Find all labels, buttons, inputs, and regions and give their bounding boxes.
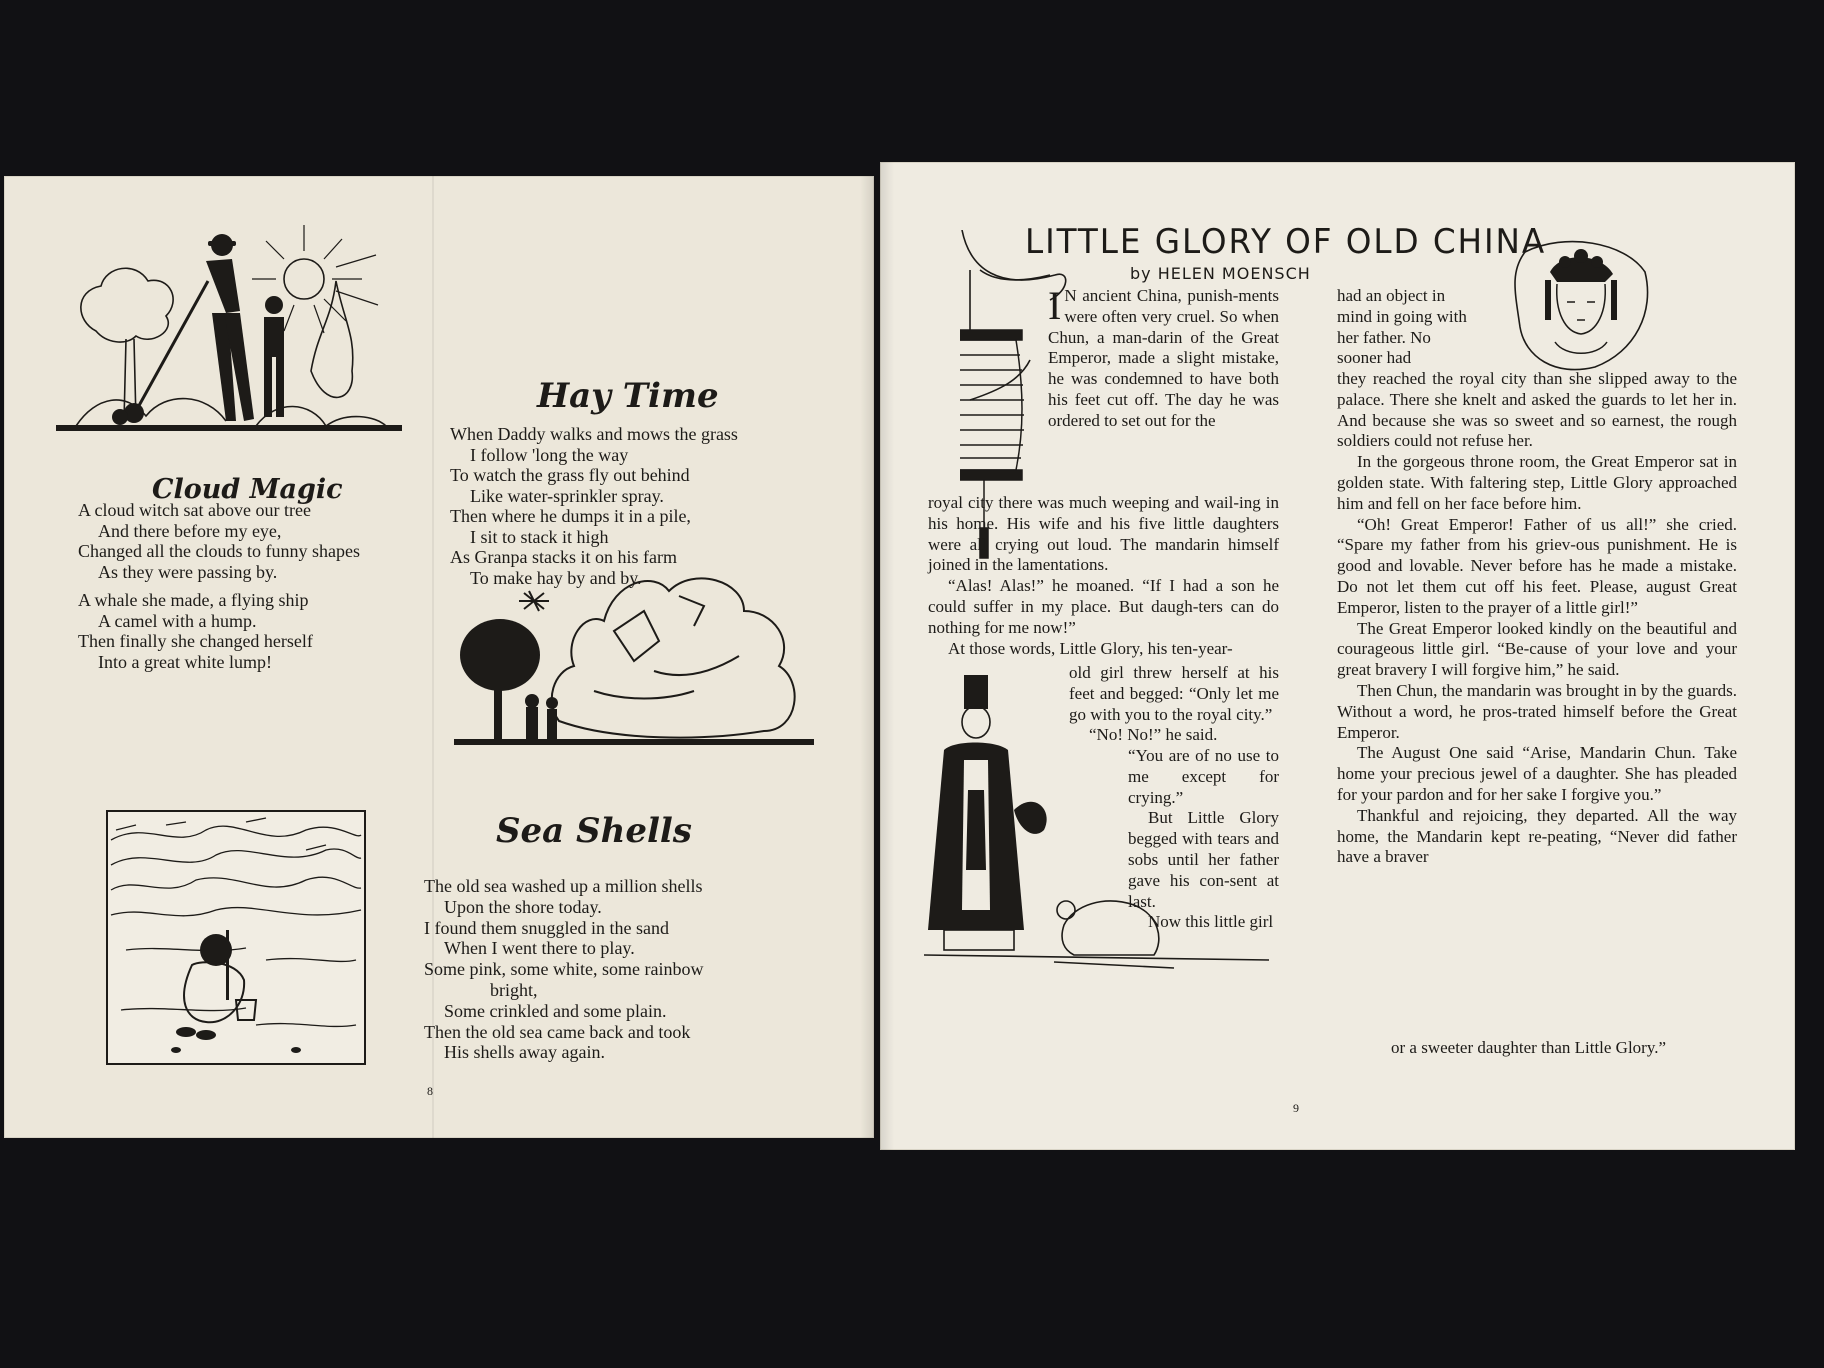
poem-line: The old sea washed up a million shells (424, 876, 703, 896)
beach-illustration (106, 810, 366, 1065)
story-paragraph: “You are of no use to me except for crying.” (1128, 746, 1279, 807)
poem-line: Into a great white lump! (98, 651, 272, 672)
poem-line: As they were passing by. (98, 561, 278, 582)
story-column-2-end (1391, 1038, 1737, 1059)
story-paragraph: At those words, Little Glory, his ten-year- (948, 638, 1233, 658)
poem-line: Then finally she changed herself (78, 631, 313, 651)
poem-line: A cloud witch sat above our tree (78, 500, 311, 520)
gutter-shadow (880, 162, 894, 1150)
poem-line: bright, (490, 979, 538, 1000)
story-paragraph: Now this little girl (1148, 912, 1274, 932)
story-paragraph: The Great Emperor looked kindly on the beautiful and courageous little girl. “Be-cause of your love and your great bravery I will forgive him,” he said. (1337, 618, 1737, 680)
story-paragraph: The August One said “Arise, Mandarin Chun. Take home your precious jewel of a daughter. She has pleaded for your pardon and for her sake I forgive you.” (1337, 743, 1737, 804)
story-paragraph: had an object in mind in going with her father. No sooner had (1337, 286, 1467, 368)
poem-line: I sit to stack it high (470, 526, 609, 547)
sea-shells-title: Sea Shells (496, 811, 692, 851)
story-paragraph: they reached the royal city than she slipped away to the palace. There she knelt and asked the guards to let her in. And because she was so sweet and so earnest, the rough soldiers could not refuse her. (1337, 369, 1737, 451)
story-paragraph: In the gorgeous throne room, the Great Emperor sat in golden state. With faltering step, Little Glory approached him and fell on her face before him. (1337, 452, 1737, 513)
story-paragraph: or a sweeter daughter than Little Glory.” (1391, 1038, 1667, 1057)
story-paragraph: old girl threw herself at his feet and begged: “Only let me go with you to the royal city.” (1069, 663, 1279, 724)
right-page (880, 162, 1795, 1150)
poem-line: I found them snuggled in the sand (424, 917, 669, 938)
mandarin-illustration (924, 670, 1269, 970)
poem-line: His shells away again. (444, 1042, 605, 1063)
story-column-2-top (1337, 286, 1477, 369)
story-paragraph: Thankful and rejoicing, they departed. All the way home, the Mandarin kept re-peating, “Never did father have a braver (1337, 805, 1737, 867)
story-paragraph: But Little Glory begged with tears and sobs until her father gave his con-sent at last. (1128, 808, 1279, 911)
left-page (4, 176, 874, 1138)
poem-line: Upon the shore today. (444, 896, 602, 917)
byline: by HELEN MOENSCH (1130, 264, 1311, 283)
poem-line: And there before my eye, (98, 520, 282, 541)
drop-cap: I (1048, 283, 1062, 328)
gutter-shadow (860, 176, 874, 1138)
page-number: 8 (427, 1084, 433, 1098)
story-title: LITTLE GLORY OF OLD CHINA (1025, 222, 1547, 262)
cloud-magic-title: Cloud Magic (152, 474, 343, 505)
poem-line: To watch the grass fly out behind (450, 465, 690, 485)
story-paragraph: N ancient China, punish-ments were often very cruel. So when Chun, a man-darin of the Great Emperor, made a slight mistake, he was condemned to have both his feet cut off. The day he was ordered to set out for the (1048, 286, 1279, 430)
story-paragraph: “Oh! Great Emperor! Father of us all!” she cried. “Spare my father from his griev-ous punishment. He is good and lovable. Never before has he made a mistake. Do not let them cut off his feet. Please, august Great Emperor, listen to the prayer of a little girl!” (1337, 514, 1737, 617)
poem-line: Like water-sprinkler spray. (470, 485, 664, 506)
poem-line: I follow 'long the way (470, 444, 629, 465)
page-number: 9 (1293, 1101, 1299, 1115)
story-column-2 (1337, 369, 1737, 868)
story-column-1 (928, 493, 1279, 659)
hay-time-title: Hay Time (537, 376, 719, 416)
poem-line: Changed all the clouds to funny shapes (78, 541, 360, 561)
story-paragraph: royal city there was much weeping and wail-ing in his home. His wife and his five little daughters were all crying out loud. The mandarin himself joined in the lamentations. (928, 493, 1279, 575)
story-paragraph: Then Chun, the mandarin was brought in by the guards. Without a word, he pros-trated himself before the Great Emperor. (1337, 680, 1737, 742)
poem-line: Then where he dumps it in a pile, (450, 506, 691, 526)
cloud-illustration (454, 551, 814, 751)
poem-line: A camel with a hump. (98, 610, 257, 631)
story-paragraph: “No! No!” he said. (1089, 725, 1218, 745)
mowing-illustration (56, 221, 402, 451)
poem-line: Then the old sea came back and took (424, 1021, 691, 1042)
poem-line: When Daddy walks and mows the grass (450, 424, 738, 444)
poem-line: As Granpa stacks it on his farm (450, 547, 677, 567)
poem-line: Some crinkled and some plain. (444, 1000, 667, 1021)
sea-shells-poem (424, 876, 703, 1063)
story-column-1-lead (1048, 283, 1279, 432)
princess-portrait-illustration (1505, 232, 1655, 377)
poem-line: A whale she made, a flying ship (78, 590, 309, 610)
poem-line: To make hay by and by. (470, 567, 642, 588)
poem-line: Some pink, some white, some rainbow (424, 959, 704, 980)
story-paragraph: “Alas! Alas!” he moaned. “If I had a son he could suffer in my place. But daugh-ters can do nothing for me now!” (928, 576, 1279, 637)
poem-line: When I went there to play. (444, 938, 635, 959)
cloud-magic-poem (78, 500, 360, 672)
